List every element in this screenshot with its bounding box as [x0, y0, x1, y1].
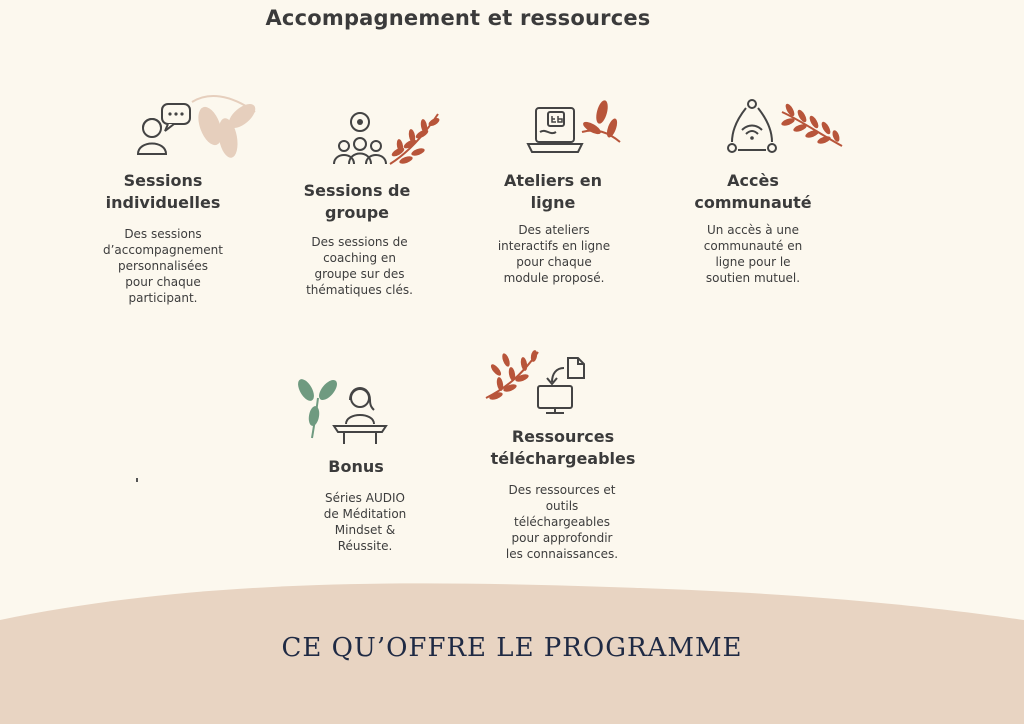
footer-title: CE QU’OFFRE LE PROGRAMME — [281, 633, 743, 663]
item-title-bonus: Bonus — [328, 457, 384, 476]
bonus-speaker-icon — [292, 376, 388, 446]
item-description-community-access: Un accès à une communauté en ligne pour le soutien mutuel. — [703, 223, 803, 285]
item-description-online-workshops: Des ateliers interactifs en ligne pour chaque module proposé. — [497, 223, 611, 285]
item-description-individual-sessions: Des sessions d’accompagnement personnalisées pour chaque participant. — [103, 227, 223, 305]
item-description-downloadable-resources: Des ressources et outils téléchargeables pour approfondir les connaissances. — [505, 483, 619, 561]
item-title-downloadable-resources: Ressources téléchargeables — [490, 427, 636, 468]
individual-coaching-icon — [130, 92, 262, 174]
downloadable-resources-icon — [480, 346, 592, 416]
item-description-group-sessions: Des sessions de coaching en groupe sur des thématiques clés. — [306, 235, 413, 297]
online-workshop-icon — [526, 98, 626, 158]
group-sessions-icon — [330, 108, 446, 170]
item-title-community-access: Accès communauté — [694, 171, 812, 212]
item-description-bonus: Séries AUDIO de Méditation Mindset & Réussite. — [323, 491, 407, 553]
item-title-online-workshops: Ateliers en ligne — [504, 171, 602, 212]
page-title: Accompagnement et ressources — [265, 6, 651, 30]
community-access-icon — [724, 94, 846, 154]
item-title-individual-sessions: Sessions individuelles — [105, 171, 221, 212]
item-title-group-sessions: Sessions de groupe — [303, 181, 411, 222]
stray-mark — [136, 478, 138, 482]
